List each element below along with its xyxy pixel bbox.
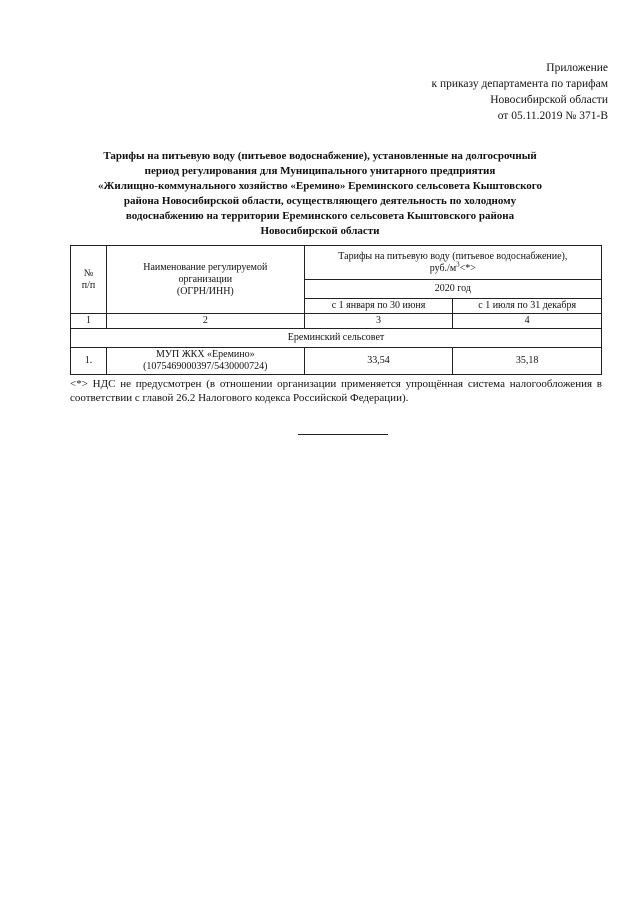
appendix-line-2: к приказу департамента по тарифам <box>431 78 608 90</box>
table-row <box>71 348 602 375</box>
header-tariff: Тарифы на питьевую воду (питьевое водоснабжение), $руб./м^3<*>$ <box>304 246 601 280</box>
index-cell: 2 <box>106 314 304 329</box>
index-cell: 3 <box>304 314 453 329</box>
table-index-row <box>71 314 602 329</box>
appendix-line-1: Приложение <box>546 62 608 74</box>
tariff-table <box>70 245 602 375</box>
table-section-row <box>71 329 602 348</box>
title-line-1: Тарифы на питьевую воду (питьевое водоснабжение), установленные на долгосрочный <box>103 150 537 162</box>
section-label: Ереминский сельсовет <box>71 329 602 348</box>
row-tariff-2: 35,18 <box>453 348 602 375</box>
appendix-header <box>431 60 608 124</box>
index-cell: 1 <box>71 314 107 329</box>
header-num: № п/п <box>71 246 107 314</box>
header-year: 2020 год <box>304 280 601 299</box>
appendix-line-3: Новосибирской области <box>490 94 608 106</box>
title-line-6: Новосибирской области <box>260 225 380 237</box>
separator-line <box>298 434 388 435</box>
header-organization: Наименование регулируемой организации (ОГРН/ИНН) <box>106 246 304 314</box>
table-header-row <box>71 246 602 280</box>
vat-footnote: <*> НДС не предусмотрен (в отношении организации применяется упрощённая система налогообложения в соответствии с главой 26.2 Налогового кодекса Российской Федерации). <box>70 378 602 404</box>
title-line-2: период регулирования для Муниципального унитарного предприятия <box>144 165 496 177</box>
index-cell: 4 <box>453 314 602 329</box>
title-line-4: района Новосибирской области, осуществляющего деятельность по холодному <box>123 195 517 207</box>
title-line-3: «Жилищно-коммунального хозяйство «Еремино» Ереминского сельсовета Кыштовского <box>97 180 543 192</box>
row-organization: МУП ЖКХ «Еремино» (1075469000397/5430000724) <box>106 348 304 375</box>
header-period-2: с 1 июля по 31 декабря <box>453 299 602 314</box>
row-num: 1. <box>71 348 107 375</box>
row-tariff-1: 33,54 <box>304 348 453 375</box>
title-line-5: водоснабжению на территории Ереминского сельсовета Кыштовского района <box>125 210 515 222</box>
appendix-line-4: от 05.11.2019 № 371-В <box>497 110 608 122</box>
document-title <box>70 149 570 239</box>
header-period-1: с 1 января по 30 июня <box>304 299 453 314</box>
